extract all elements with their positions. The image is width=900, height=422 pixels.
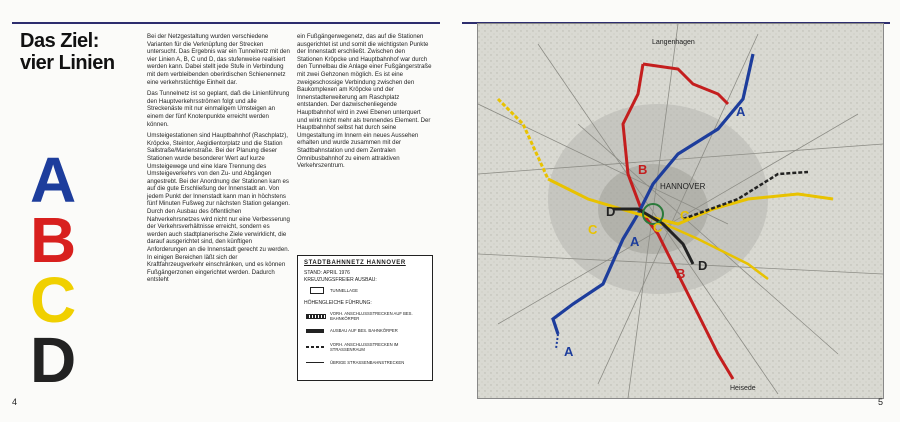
legend-title: STADTBAHNNETZ HANNOVER xyxy=(304,260,406,266)
legend-tunnellage: TUNNELLAGE xyxy=(330,288,358,293)
legend-item-2: AUSBAU AUF BES. BAHNKÖRPER xyxy=(330,328,398,333)
legend-kreuzung: KREUZUNGSFREIER AUSBAU: xyxy=(304,277,377,283)
text-column-2 xyxy=(297,33,432,174)
letter-c: C xyxy=(30,264,77,336)
map-svg xyxy=(478,24,883,398)
map-letter-a-north: A xyxy=(736,104,746,119)
legend-item-1: VORH. ANSCHLUSSSTRECKEN AUF BES. BAHNKÖRPER xyxy=(330,311,413,321)
paragraph: ein Fußgängerwegenetz, das auf die Stationen ausgerichtet ist und somit die wichtigsten Punkte der Innenstadt erschließt. Zwischen den Stationen Kröpcke und Hauptbahnhof war durch den Tunnelbau die Anlage einer Fußgängerstraße mit zwei Gehzonen möglich. Es ist eine zweigeschossige Verbindung zwischen den Baukomplexen am Kröpcke und der Innenstadterweiterung am Raschplatz entstanden. Der dazwischenliegende Hauptbahnhof wird in zwei Ebenen unterquert und wirkt nicht mehr als trennendes Element. Der Hauptbahnhof selbst hat durch seine Umgestaltung im Innern ein neues Aussehen erhalten und wurde zusammen mit der Stadtbahnstation und dem Zentralen Omnibusbahnhof zu einem attraktiven Verkehrszentrum. xyxy=(297,33,432,170)
network-map xyxy=(477,23,884,399)
label-north: Langenhagen xyxy=(652,39,695,46)
map-letter-c-center: C xyxy=(653,220,663,235)
letter-b: B xyxy=(30,204,77,276)
tunnel-swatch xyxy=(310,287,324,294)
right-page xyxy=(450,0,900,422)
letter-a: A xyxy=(30,144,77,216)
swatch-2 xyxy=(306,329,324,333)
text-column-1 xyxy=(147,33,290,288)
legend-hoehengleich: HÖHENGLEICHE FÜHRUNG: xyxy=(304,300,372,306)
map-legend xyxy=(297,255,433,381)
map-letter-c-east: C xyxy=(680,208,690,223)
page-title xyxy=(20,30,115,74)
paragraph: Umsteigestationen sind Hauptbahnhof (Raschplatz), Kröpcke, Steintor, Aegidientorplatz und die Station Sallstraße/Marienstraße. Bei der Planung dieser Stationen wurde besonderer Wert auf kurze Umsteigewege und eine klare Trennung des Umsteigeverkehrs von den Zu- und Abgängen angestrebt. Bei der Anordnung der Stationen kam es auf die gute Erschließung der Innenstadt an. Von jedem Punkt der Innenstadt kann man in höchstens fünf Minuten Fußweg zur nächsten Station gelangen. Durch den Ausbau des öffentlichen Nahverkehrsnetzes wird nicht nur eine Verbesserung der Verkehrsverhältnisse erreicht, sondern es werden auch stadtplanerische Ziele verwirklicht, die darauf ausgerichtet sind, den künftigen Anforderungen an die Innenstadt gerecht zu werden. In einigen Bereichen läßt sich der Kraftfahrzeugverkehr einschränken, und es können Fußgängerzonen eingerichtet werden. Dadurch entsteht xyxy=(147,132,290,284)
label-south: Heisede xyxy=(730,385,756,392)
title-line-1: Das Ziel: xyxy=(20,30,99,52)
paragraph: Das Tunnelnetz ist so geplant, daß die Linienführung den Hauptverkehrsströmen folgt und alle Streckenäste mit nur einmaligem Umsteigen an einem der fünf Knotenpunkte erreicht werden können. xyxy=(147,90,290,128)
map-letter-c-west: C xyxy=(588,222,598,237)
title-line-2: vier Linien xyxy=(20,52,115,74)
map-letter-b-south: B xyxy=(676,266,686,281)
map-letter-a-south: A xyxy=(564,344,574,359)
map-letter-d-south: D xyxy=(698,258,708,273)
legend-item-3: VORH. ANSCHLUSSSTRECKEN IM STRASSENRAUM xyxy=(330,342,399,352)
swatch-3 xyxy=(306,346,324,348)
map-letter-a-center: A xyxy=(630,234,640,249)
legend-stand: STAND: APRIL 1976 xyxy=(304,270,350,276)
legend-item-4: ÜBRIGE STRASSENBAHNSTRECKEN xyxy=(330,360,405,365)
swatch-4 xyxy=(306,362,324,363)
label-center: HANNOVER xyxy=(660,182,706,191)
page-number-left: 4 xyxy=(12,397,18,407)
letter-d: D xyxy=(30,324,77,396)
top-rule xyxy=(12,22,440,24)
swatch-1 xyxy=(306,314,326,319)
map-letter-d-west: D xyxy=(606,204,616,219)
paragraph: Bei der Netzgestaltung wurden verschiedene Varianten für die Verknüpfung der Strecken untersucht. Das Ergebnis war ein Tunnelnetz mit den vier Linien A, B, C und D, das stufenweise realisiert werden kann. Dabei stellt jede Stufe in Verbindung mit dem verbleibenden oberirdischen Schienennetz eine verkehrstüchtige Einheit dar. xyxy=(147,33,290,86)
map-letter-b-north: B xyxy=(638,162,648,177)
page-number-right: 5 xyxy=(878,397,884,407)
